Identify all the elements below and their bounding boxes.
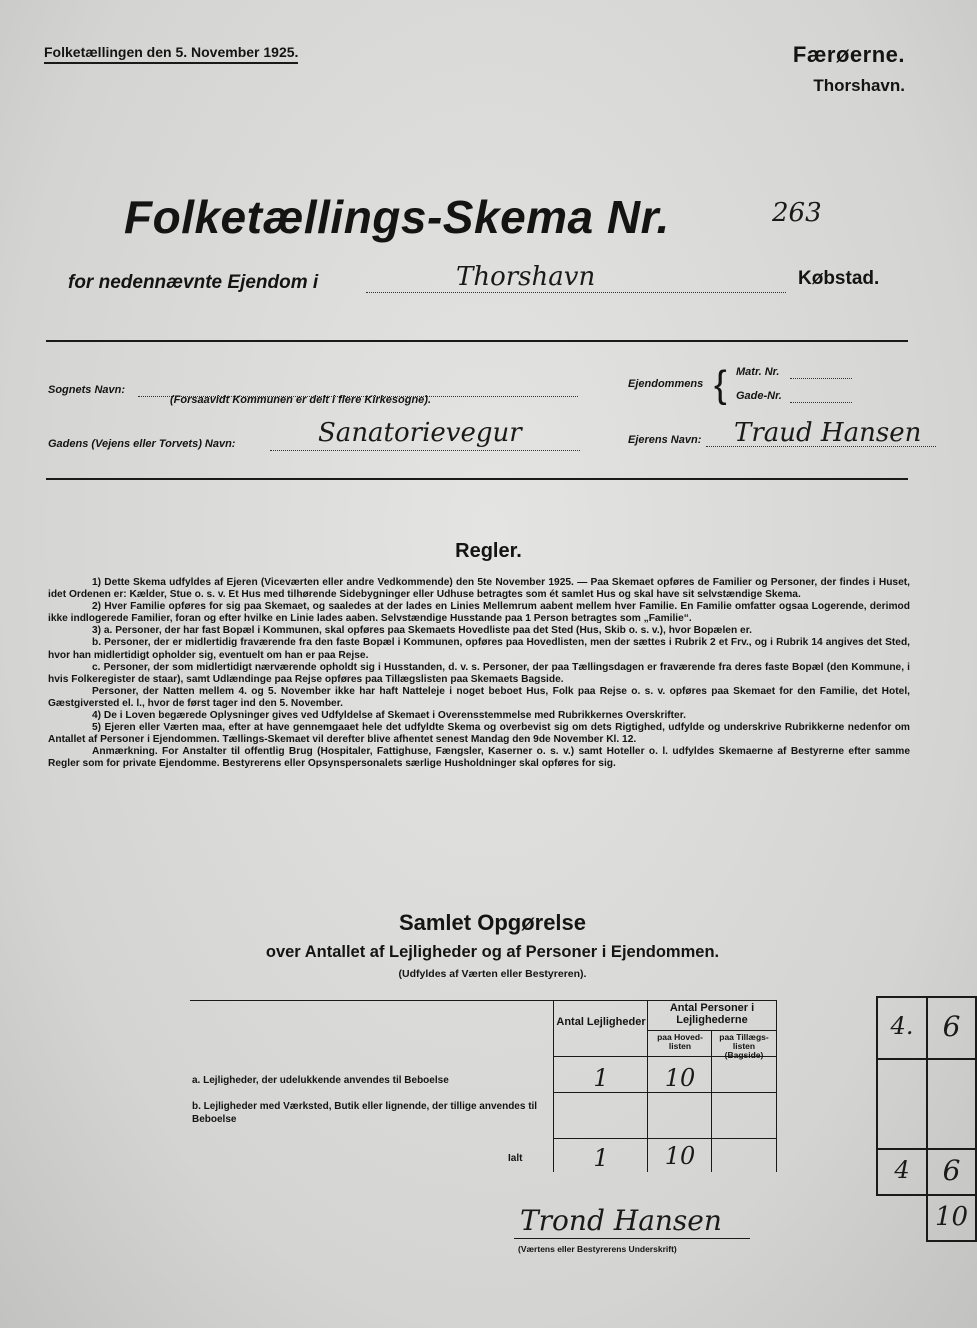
owner-name-handwritten: Traud Hansen (734, 418, 922, 448)
row-a-label: a. Lejligheder, der udelukkende anvendes til Beboelse (192, 1075, 449, 1086)
rule-paragraph: 4) De i Loven begærede Oplysninger gives ved Udfyldelse af Skemaet i Overensstemmelse med Rubrikkernes Overskrifter. (92, 710, 686, 722)
matr-nr-label: Matr. Nr. (736, 366, 780, 378)
owner-name-label: Ejerens Navn: (628, 434, 702, 446)
side-r1-a: 4. (890, 1012, 914, 1040)
form-number-handwritten: 263 (772, 198, 822, 228)
table-row-rule (647, 1030, 777, 1031)
ialt-antal: 1 (593, 1144, 609, 1172)
kobstad-label: Købstad. (798, 268, 880, 289)
table-row-rule (553, 1092, 777, 1093)
summary-subtitle: over Antallet af Lejligheder og af Personer i Ejendommen. (265, 943, 720, 961)
table-col-rule (553, 1000, 554, 1172)
side-box (926, 1058, 977, 1150)
street-name-line (270, 450, 580, 451)
ialt-hovedliste: 10 (664, 1142, 696, 1170)
rule-paragraph: Personer, der Natten mellem 4. og 5. November ikke har haft Natteleje i noget beboet Hus, Folk paa Rejse o. s. v. opføres paa Skemaet for den Familie, det Hotel, Gæstgiversted el. l., hvor de først tager ind den 5. November. (48, 685, 910, 709)
table-col-rule (776, 1000, 777, 1172)
rule-paragraph: 1) Dette Skema udfyldes af Ejeren (Viceværten eller andre Vedkommende) den 5te November 1925. — Paa Skemaet opføres de Familier og Personer, der findes i Huset, idet Ordenen er: Kælder, Stue o. s. v. Et Hus med tilhørende Sidebygninger eller Udhuse betragtes som ét samlet Hus og skal have sit selvstændige Skema. (48, 577, 910, 601)
row-a-hovedliste: 10 (664, 1064, 696, 1092)
summary-table-top-rule (190, 1000, 776, 1001)
row-a-antal: 1 (593, 1064, 609, 1092)
property-label: for nedennævnte Ejendom i (68, 272, 319, 293)
parish-name-label: Sognets Navn: (48, 384, 126, 396)
signature-line (514, 1238, 750, 1239)
side-r3-a: 4 (894, 1156, 910, 1184)
col-header-hovedlisten: paa Hoved-listen (657, 1032, 703, 1051)
property-town-handwritten: Thorshavn (456, 262, 596, 292)
rule-paragraph: c. Personer, der som midlertidigt nærværende opholdt sig i Husstanden, d. v. s. Personer, der paa Tællingsdagen er fraværende fra deres faste Bopæl (den Kommune, i hvis Folkeregister de staar), samt Udlændinge paa Rejse opføres paa Tillægslisten paa Skemaets Bagside. (48, 661, 910, 685)
gade-nr-label: Gade-Nr. (736, 390, 782, 402)
side-r4: 10 (934, 1202, 969, 1232)
row-ialt-label: Ialt (508, 1153, 523, 1164)
table-col-rule (647, 1000, 648, 1172)
census-date-header: Folketællingen den 5. November 1925. (44, 44, 298, 64)
summary-title: Samlet Opgørelse (398, 910, 587, 935)
side-box (876, 1058, 928, 1150)
col-header-antal-personer: Antal Personer i Lejlighederne (669, 1002, 755, 1026)
property-town-line (366, 292, 786, 293)
side-r3-b: 6 (942, 1154, 961, 1187)
rules-text (48, 577, 910, 771)
col-header-antal-lejligheder: Antal Lejligheder (556, 1016, 646, 1028)
matr-nr-line (790, 378, 852, 379)
row-b-label: b. Lejligheder med Værksted, Butik eller lignende, der tillige anvendes til Beboelse (192, 1101, 538, 1125)
divider-rule (46, 478, 908, 480)
side-r1-b: 6 (942, 1010, 961, 1043)
parish-note: (Forsaavidt Kommunen er delt i flere Kirkesogne). (170, 394, 432, 406)
divider-rule (46, 340, 908, 342)
rule-paragraph: 2) Hver Familie opføres for sig paa Skemaet, og saaledes at der lades en Linies Mellemrum aabent mellem hver Familie. En Familie omfatter ogsaa Logerende, derimod ikke indlogerede Familier, foran og efter hvilke en Linie lades aaben. Selvstændige Husstande paa 1 Person betragtes som „Familie“. (48, 601, 910, 625)
region-header: Færøerne. (792, 42, 905, 67)
summary-note: (Udfyldes af Værten eller Bestyreren). (398, 968, 587, 980)
table-col-rule (711, 1030, 712, 1172)
rule-paragraph: Anmærkning. For Anstalter til offentlig Brug (Hospitaler, Fattighuse, Fængsler, Kaserner o. s. v.) samt Hoteller o. l. udfyldes Skemaerne af Bestyrerne efter samme Regler som for private Ejendomme. Bestyrerens eller Opsynspersonalets særlige Husholdninger skal opføres for sig. (48, 746, 910, 770)
signature-label: (Værtens eller Bestyrerens Underskrift) (518, 1244, 677, 1254)
form-title: Folketællings-Skema Nr. (124, 191, 670, 243)
signature-handwritten: Trond Hansen (520, 1204, 722, 1237)
col-header-tillaegslisten: paa Tillægs-listen (Bagside) (719, 1032, 769, 1060)
brace-glyph: { (714, 364, 727, 406)
table-row-rule (553, 1138, 777, 1139)
rules-title: Regler. (455, 540, 522, 562)
rule-paragraph: b. Personer, der er midlertidig fraværende fra den faste Bopæl i Kommunen, opføres paa Hovedlisten, men der sættes i Rubrik 2 et Frv., og i Rubrik 14 angives det Sted, hvor han midlertidigt opholder sig, eventuelt om han er paa Rejse. (48, 637, 910, 661)
street-name-handwritten: Sanatorievegur (318, 418, 522, 448)
rule-paragraph: 3) a. Personer, der har fast Bopæl i Kommunen, skal opføres paa Skemaets Hovedliste paa det Sted (Hus, Skib o. s. v.), hvor Bopælen er. (92, 625, 752, 637)
rule-paragraph: 5) Ejeren eller Værten maa, efter at have gennemgaaet hele det udfyldte Skema og overbevist sig om dets Rigtighed, udfylde og underskrive Rubrikkerne nedenfor om Antallet af Personer i Ejendommen. Tællings-Skemaet vil derefter blive afhentet senest Mandag den 9de November Kl. 12. (48, 722, 910, 746)
gade-nr-line (790, 402, 852, 403)
property-id-label: Ejendommens (628, 378, 704, 390)
town-header: Thorshavn. (813, 76, 905, 95)
street-name-label: Gadens (Vejens eller Torvets) Navn: (48, 438, 236, 450)
